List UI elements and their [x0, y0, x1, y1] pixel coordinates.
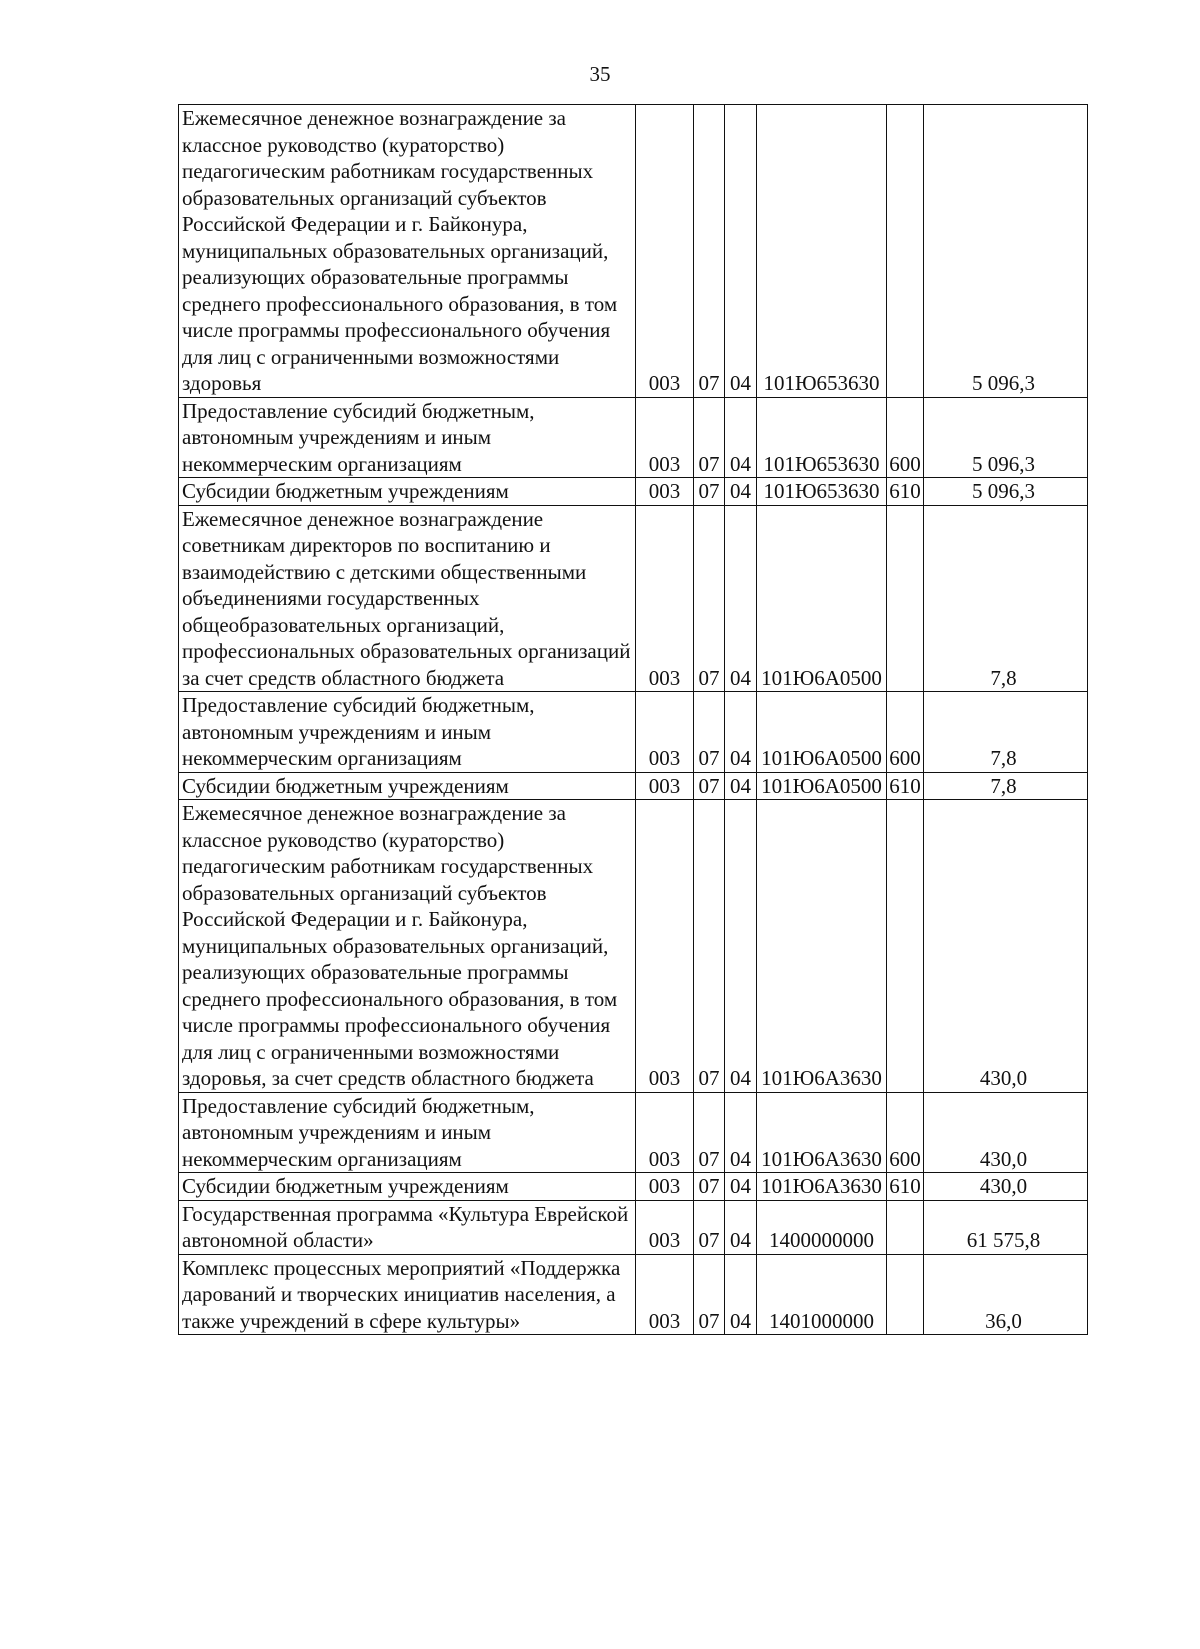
row-grbs: 003 [636, 800, 694, 1093]
row-subsection: 04 [725, 772, 757, 800]
row-sum: 5 096,3 [924, 397, 1088, 478]
row-name: Ежемесячное денежное вознаграждение советникам директоров по воспитанию и взаимодействию с детскими общественными объединениями государственных общеобразовательных организаций, профессиональных образовательных организаций за счет средств областного бюджета [179, 505, 636, 692]
row-target-article: 101Ю6А3630 [757, 800, 887, 1093]
row-name: Субсидии бюджетным учреждениям [179, 478, 636, 506]
table-row [179, 105, 1088, 398]
row-section: 07 [694, 105, 725, 398]
table-row [179, 1254, 1088, 1335]
row-target-article: 101Ю653630 [757, 105, 887, 398]
row-section: 07 [694, 505, 725, 692]
row-expense-type: 610 [887, 772, 924, 800]
budget-table [178, 104, 1088, 1335]
row-expense-type: 600 [887, 1092, 924, 1173]
row-target-article: 1401000000 [757, 1254, 887, 1335]
row-subsection: 04 [725, 1254, 757, 1335]
row-subsection: 04 [725, 1173, 757, 1201]
row-expense-type: 610 [887, 478, 924, 506]
row-sum: 5 096,3 [924, 478, 1088, 506]
row-expense-type [887, 800, 924, 1093]
row-name: Предоставление субсидий бюджетным, автономным учреждениям и иным некоммерческим организациям [179, 692, 636, 773]
row-section: 07 [694, 1200, 725, 1254]
row-subsection: 04 [725, 692, 757, 773]
row-name: Предоставление субсидий бюджетным, автономным учреждениям и иным некоммерческим организациям [179, 1092, 636, 1173]
row-subsection: 04 [725, 1200, 757, 1254]
table-row [179, 772, 1088, 800]
row-section: 07 [694, 397, 725, 478]
row-subsection: 04 [725, 397, 757, 478]
row-target-article: 101Ю6А0500 [757, 772, 887, 800]
row-name: Государственная программа «Культура Еврейской автономной области» [179, 1200, 636, 1254]
row-grbs: 003 [636, 1200, 694, 1254]
row-section: 07 [694, 772, 725, 800]
row-sum: 7,8 [924, 772, 1088, 800]
row-grbs: 003 [636, 505, 694, 692]
row-target-article: 101Ю653630 [757, 397, 887, 478]
row-sum: 430,0 [924, 1092, 1088, 1173]
row-sum: 7,8 [924, 692, 1088, 773]
row-expense-type [887, 1254, 924, 1335]
row-subsection: 04 [725, 478, 757, 506]
row-target-article: 1400000000 [757, 1200, 887, 1254]
row-subsection: 04 [725, 800, 757, 1093]
row-grbs: 003 [636, 397, 694, 478]
row-name: Комплекс процессных мероприятий «Поддержка дарований и творческих инициатив населения, а также учреждений в сфере культуры» [179, 1254, 636, 1335]
row-expense-type: 600 [887, 397, 924, 478]
row-target-article: 101Ю6А3630 [757, 1092, 887, 1173]
page-number: 35 [589, 62, 611, 86]
row-subsection: 04 [725, 105, 757, 398]
row-grbs: 003 [636, 772, 694, 800]
row-target-article: 101Ю6А0500 [757, 692, 887, 773]
table-row [179, 505, 1088, 692]
table-row [179, 478, 1088, 506]
budget-table-body [179, 105, 1088, 1335]
row-expense-type: 600 [887, 692, 924, 773]
table-row [179, 1092, 1088, 1173]
row-section: 07 [694, 1254, 725, 1335]
row-name: Ежемесячное денежное вознаграждение за классное руководство (кураторство) педагогическим работникам государственных образовательных организаций субъектов Российской Федерации и г. Байконура, муниципальных образовательных организаций, реализующих образовательные программы среднего профессионального образования, в том числе программы профессионального обучения для лиц с ограниченными возможностями здоровья, за счет средств областного бюджета [179, 800, 636, 1093]
row-grbs: 003 [636, 692, 694, 773]
row-section: 07 [694, 1173, 725, 1201]
row-target-article: 101Ю6А0500 [757, 505, 887, 692]
row-name: Предоставление субсидий бюджетным, автономным учреждениям и иным некоммерческим организациям [179, 397, 636, 478]
row-sum: 430,0 [924, 1173, 1088, 1201]
row-grbs: 003 [636, 105, 694, 398]
row-name: Ежемесячное денежное вознаграждение за классное руководство (кураторство) педагогическим работникам государственных образовательных организаций субъектов Российской Федерации и г. Байконура, муниципальных образовательных организаций, реализующих образовательные программы среднего профессионального образования, в том числе программы профессионального обучения для лиц с ограниченными возможностями здоровья [179, 105, 636, 398]
row-target-article: 101Ю653630 [757, 478, 887, 506]
row-expense-type [887, 105, 924, 398]
row-sum: 61 575,8 [924, 1200, 1088, 1254]
row-expense-type: 610 [887, 1173, 924, 1201]
row-grbs: 003 [636, 1254, 694, 1335]
row-expense-type [887, 505, 924, 692]
row-sum: 430,0 [924, 800, 1088, 1093]
row-expense-type [887, 1200, 924, 1254]
table-row [179, 397, 1088, 478]
row-name: Субсидии бюджетным учреждениям [179, 772, 636, 800]
row-section: 07 [694, 1092, 725, 1173]
row-section: 07 [694, 800, 725, 1093]
row-subsection: 04 [725, 1092, 757, 1173]
row-grbs: 003 [636, 1173, 694, 1201]
row-section: 07 [694, 478, 725, 506]
row-target-article: 101Ю6А3630 [757, 1173, 887, 1201]
table-row [179, 1200, 1088, 1254]
row-grbs: 003 [636, 478, 694, 506]
row-grbs: 003 [636, 1092, 694, 1173]
table-row [179, 1173, 1088, 1201]
table-row [179, 692, 1088, 773]
row-name: Субсидии бюджетным учреждениям [179, 1173, 636, 1201]
row-subsection: 04 [725, 505, 757, 692]
row-sum: 5 096,3 [924, 105, 1088, 398]
row-sum: 7,8 [924, 505, 1088, 692]
row-sum: 36,0 [924, 1254, 1088, 1335]
table-row [179, 800, 1088, 1093]
row-section: 07 [694, 692, 725, 773]
